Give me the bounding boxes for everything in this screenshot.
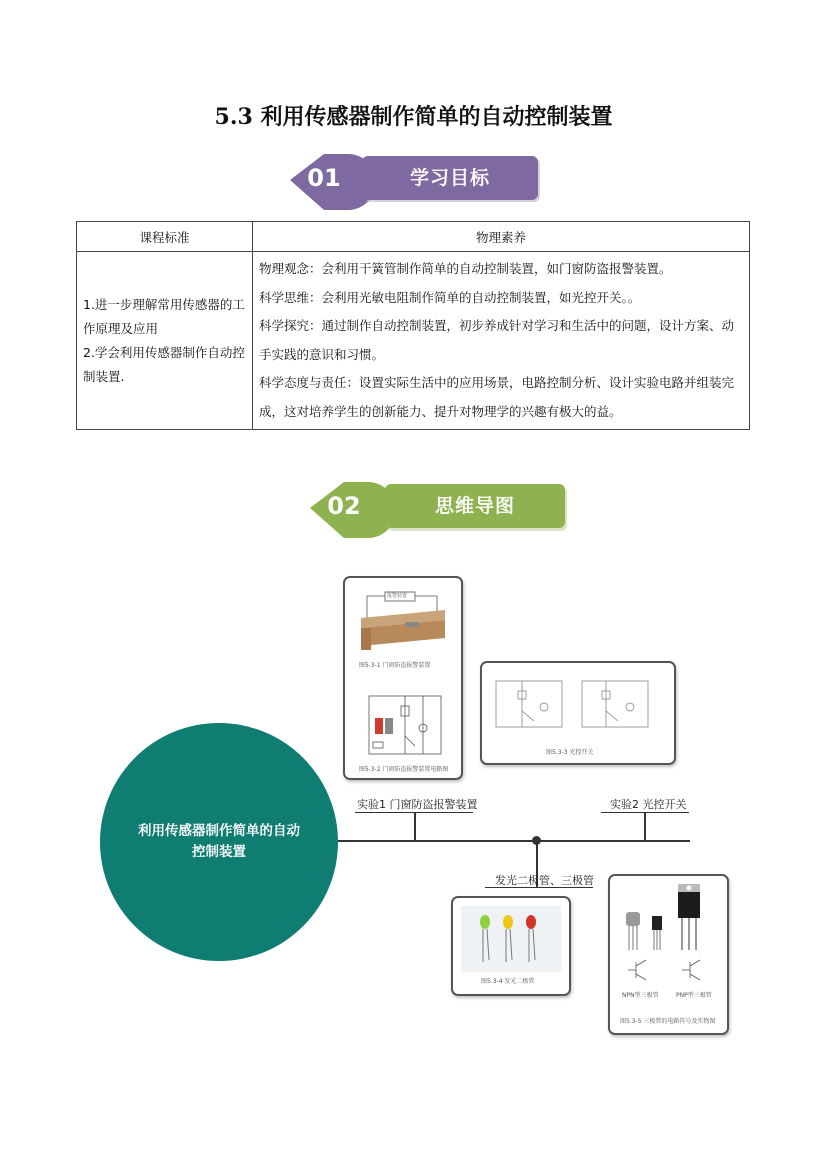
literacy-cell — [253, 252, 750, 430]
objectives-table — [76, 221, 750, 430]
table-header-literacy: 物理素养 — [253, 222, 750, 252]
branch3-label: 发光二极管、三极管 — [495, 874, 594, 887]
card-alarm-device — [343, 576, 463, 780]
literacy-item: 科学思维：会利用光敏电阻制作简单的自动控制装置，如光控开关。。 — [259, 289, 641, 305]
alarm-device-illustration — [345, 578, 461, 778]
alarm-box-label: 报警装置 — [387, 593, 408, 599]
card3-caption: 图5.3-4 发光二极管 — [481, 978, 535, 985]
card4-caption: 图5.3-5 三极管的电路符号及实物图 — [620, 1018, 716, 1025]
card-leds — [451, 896, 571, 996]
mindmap-center-node — [100, 723, 338, 961]
section-badge-mindmap — [308, 478, 570, 540]
npn-label: NPN型三极管 — [622, 992, 659, 999]
card-transistors — [608, 874, 729, 1035]
branch2-label: 实验2 光控开关 — [610, 798, 687, 811]
standard-item: 2.学会利用传感器制作自动控制装置. — [83, 344, 245, 384]
center-node-text: 利用传感器制作简单的自动控制装置 — [138, 823, 300, 860]
branch1-label: 实验1 门窗防盗报警装置 — [357, 798, 478, 811]
transistor-illustration — [610, 876, 727, 1033]
table-header-standards: 课程标准 — [77, 222, 253, 252]
pnp-label: PNP型三极管 — [676, 992, 712, 999]
junction-dot — [532, 836, 541, 845]
literacy-item: 科学探究：通过制作自动控制装置，初步养成针对学习和生活中的问题，设计方案、动手实践的意识和习惯。 — [259, 318, 735, 362]
standard-item: 1.进一步理解常用传感器的工作原理及应用 — [83, 296, 245, 336]
section-number: 01 — [307, 164, 341, 192]
main-connector — [338, 840, 690, 842]
branch1-stem — [414, 812, 416, 841]
standards-cell — [77, 252, 253, 430]
literacy-item: 物理观念：会利用干簧管制作简单的自动控制装置，如门窗防盗报警装置。 — [259, 261, 672, 276]
card1-caption-top: 图5.3-1 门窗防盗报警装置 — [359, 662, 431, 669]
page-title: 5.3 利用传感器制作简单的自动控制装置 — [214, 104, 613, 130]
card1-caption-bottom: 图5.3-2 门窗防盗报警装置电路图 — [359, 766, 449, 773]
card2-caption: 图5.3-3 光控开关 — [546, 749, 594, 756]
section-label: 思维导图 — [434, 495, 515, 517]
branch2-stem — [644, 812, 646, 841]
section-badge-objectives — [288, 150, 543, 212]
section-label: 学习目标 — [409, 167, 490, 189]
literacy-item: 科学态度与责任：设置实际生活中的应用场景，电路控制分析、设计实验电路并组装完成，这对培养学生的创新能力、提升对物理学的兴趣有极大的益。 — [259, 375, 735, 419]
card-light-switch — [480, 661, 676, 765]
section-number: 02 — [327, 492, 361, 520]
